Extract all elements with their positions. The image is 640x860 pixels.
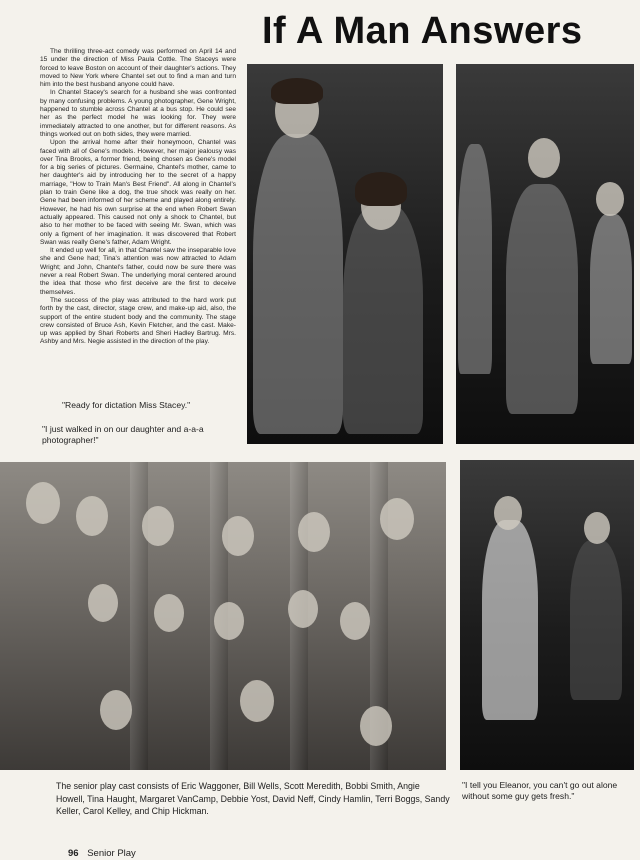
caption-photographer: "I just walked in on our daughter and a-a-a photographer!": [42, 424, 204, 445]
page-footer: [68, 848, 136, 859]
photo-couple-on-stage: [247, 64, 443, 444]
section-name: Senior Play: [87, 848, 136, 859]
caption-dictation: "Ready for dictation Miss Stacey.": [62, 400, 191, 410]
article-paragraph: It ended up well for all, in that Chantel saw the inseparable love she and Gene had; Tina's attention was now attracted to Adam Wright; and John, Chantel's father, could now be sure there was never a real Robert Swan. The underlying moral centered around the idea that those who first deceive are the first to deceive themselves.: [40, 247, 236, 296]
article-paragraph: Upon the arrival home after their honeymoon, Chantel was faced with all of Gene's models. However, her major jealousy was over Tina Brooks, a former friend, being chosen as Gene's model for a big series of pictures. Germaine, Chantel's mother, came to her daughter's aid by introducing her to the secret of a happy marriage, "How to Train Man's Best Friend". All along in Chantel's plan to train Gene like a dog, the true shock was really on her. Gene had been informed of her scheme and played along entirely. However, he had his own surprise at the end when Robert Swan actually appeared. This caused not only a shock to Chantel, but also to her mother to be faced with seeing Mr. Swan, which was only a figment of her imagination. It was discovered that Robert Swan was really Gene's father, Adam Wright.: [40, 139, 236, 246]
photo-two-women: [460, 460, 634, 770]
caption-eleanor: "I tell you Eleanor, you can't go out alone without some guy gets fresh.": [462, 780, 618, 801]
page-number: 96: [68, 848, 79, 859]
article-body: [40, 48, 236, 347]
article-paragraph: The success of the play was attributed to the hard work put forth by the cast, director, stage crew, and make-up aid, also, the support of the entire student body and the community. The stage crew consisted of Bruce Ash, Kevin Fletcher, and the cast. Make-up was applied by Shari Roberts and Sheri Hadley Bartrug. Mrs. Ashby and Mrs. Negie assisted in the direction of the play.: [40, 296, 236, 346]
photo-stage-scene: [456, 64, 634, 444]
caption-cast-list: The senior play cast consists of Eric Waggoner, Bill Wells, Scott Meredith, Bobbi Smith, Angie Howell, Tina Haught, Margaret VanCamp, Debbie Yost, David Neff, Cindy Hamlin, Terri Boggs, Sandy Keller, Carol Kelley, and Chip Hickman.: [56, 781, 450, 816]
article-paragraph: The thrilling three-act comedy was performed on April 14 and 15 under the direction of Miss Paula Cottle. The Staceys were forced to leave Boston on account of their daughter's actions. They moved to New York where Chantel set out to find a man and turn him into the best husband anyone could have.: [40, 48, 236, 89]
article-paragraph: In Chantel Stacey's search for a husband she was confronted by many confusing problems. A young photographer, Gene Wright, happened to stumble across Chantel at a bus stop. He could see her as the perfect model he was looking for. They were immediately attracted to one another, but for different reasons. As things worked out on both sides, they were married.: [40, 89, 236, 138]
page-title: If A Man Answers: [262, 10, 583, 52]
photo-senior-play-cast: [0, 462, 446, 770]
